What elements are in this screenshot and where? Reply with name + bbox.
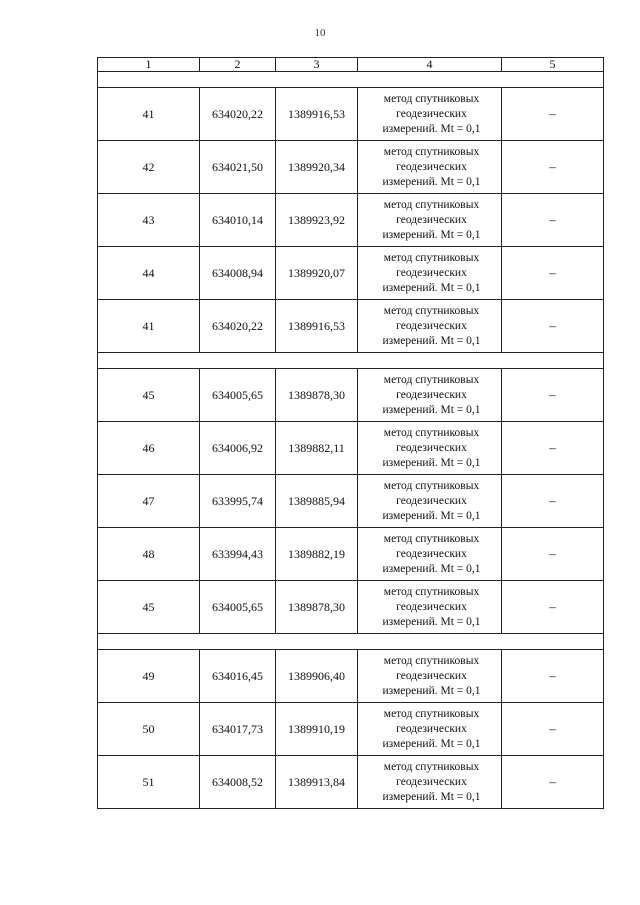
method-text-line: измерений. Mt = 0,1: [382, 334, 481, 347]
method-text-line: измерений. Mt = 0,1: [382, 790, 481, 803]
coord-x-cell: 634017,73: [200, 703, 276, 756]
method-text-line: геодезических: [396, 547, 467, 560]
method-text-line: метод спутниковых: [383, 585, 480, 598]
point-number-cell: 48: [98, 528, 200, 581]
note-cell: –: [502, 247, 604, 300]
point-number-cell: 45: [98, 581, 200, 634]
method-text-line: геодезических: [396, 441, 467, 454]
note-cell: –: [502, 475, 604, 528]
group-separator-row: [98, 634, 604, 650]
table-row: [98, 141, 604, 194]
group-separator-cell: [98, 353, 604, 369]
point-number-cell: 44: [98, 247, 200, 300]
header-col-3: 3: [276, 58, 358, 72]
method-text-line: геодезических: [396, 107, 467, 120]
coord-x-cell: 634021,50: [200, 141, 276, 194]
method-text-line: измерений. Mt = 0,1: [382, 122, 481, 135]
note-cell: –: [502, 88, 604, 141]
coord-y-cell: 1389916,53: [276, 88, 358, 141]
table-row: [98, 300, 604, 353]
method-text-line: измерений. Mt = 0,1: [382, 615, 481, 628]
method-text-line: измерений. Mt = 0,1: [382, 228, 481, 241]
group-separator-cell: [98, 634, 604, 650]
method-text-line: метод спутниковых: [383, 532, 480, 545]
coordinates-table-body: [98, 58, 604, 809]
coord-x-cell: 634008,52: [200, 756, 276, 809]
method-cell: [358, 581, 502, 634]
method-text-line: метод спутниковых: [383, 198, 480, 211]
point-number-cell: 51: [98, 756, 200, 809]
note-cell: –: [502, 300, 604, 353]
header-col-2: 2: [200, 58, 276, 72]
coord-x-cell: 634008,94: [200, 247, 276, 300]
table-row: [98, 650, 604, 703]
method-text-line: измерений. Mt = 0,1: [382, 509, 481, 522]
method-cell: [358, 247, 502, 300]
method-text-line: геодезических: [396, 319, 467, 332]
method-text-line: геодезических: [396, 160, 467, 173]
coord-x-cell: 634006,92: [200, 422, 276, 475]
coord-x-cell: 634016,45: [200, 650, 276, 703]
header-row: [98, 58, 604, 72]
method-text-line: метод спутниковых: [383, 760, 480, 773]
method-text-line: метод спутниковых: [383, 426, 480, 439]
group-separator-row: [98, 72, 604, 88]
method-text-line: геодезических: [396, 775, 467, 788]
method-text-line: измерений. Mt = 0,1: [382, 175, 481, 188]
method-text-line: измерений. Mt = 0,1: [382, 403, 481, 416]
point-number-cell: 41: [98, 300, 200, 353]
method-cell: [358, 300, 502, 353]
group-separator-cell: [98, 72, 604, 88]
method-text-line: геодезических: [396, 213, 467, 226]
coord-x-cell: 634005,65: [200, 581, 276, 634]
method-text-line: измерений. Mt = 0,1: [382, 281, 481, 294]
method-text-line: метод спутниковых: [383, 373, 480, 386]
coord-x-cell: 634005,65: [200, 369, 276, 422]
method-cell: [358, 650, 502, 703]
note-cell: –: [502, 369, 604, 422]
table-row: [98, 756, 604, 809]
method-cell: [358, 194, 502, 247]
method-text-line: измерений. Mt = 0,1: [382, 456, 481, 469]
group-separator-row: [98, 353, 604, 369]
method-text-line: геодезических: [396, 669, 467, 682]
coord-y-cell: 1389885,94: [276, 475, 358, 528]
coord-y-cell: 1389910,19: [276, 703, 358, 756]
header-col-1: 1: [98, 58, 200, 72]
coord-y-cell: 1389920,07: [276, 247, 358, 300]
point-number-cell: 43: [98, 194, 200, 247]
table-row: [98, 703, 604, 756]
method-text-line: измерений. Mt = 0,1: [382, 562, 481, 575]
coord-y-cell: 1389916,53: [276, 300, 358, 353]
coord-x-cell: 634020,22: [200, 300, 276, 353]
note-cell: –: [502, 756, 604, 809]
table-row: [98, 422, 604, 475]
note-cell: –: [502, 650, 604, 703]
method-text-line: метод спутниковых: [383, 251, 480, 264]
point-number-cell: 50: [98, 703, 200, 756]
method-text-line: метод спутниковых: [383, 654, 480, 667]
coord-y-cell: 1389920,34: [276, 141, 358, 194]
page-number: 10: [314, 27, 326, 39]
table-row: [98, 581, 604, 634]
method-cell: [358, 369, 502, 422]
method-text-line: геодезических: [396, 266, 467, 279]
method-text-line: геодезических: [396, 388, 467, 401]
note-cell: –: [502, 581, 604, 634]
coord-x-cell: 634010,14: [200, 194, 276, 247]
coord-y-cell: 1389923,92: [276, 194, 358, 247]
method-cell: [358, 88, 502, 141]
note-cell: –: [502, 141, 604, 194]
coord-y-cell: 1389878,30: [276, 581, 358, 634]
point-number-cell: 47: [98, 475, 200, 528]
table-row: [98, 88, 604, 141]
method-cell: [358, 528, 502, 581]
table-row: [98, 369, 604, 422]
method-text-line: геодезических: [396, 722, 467, 735]
coord-y-cell: 1389878,30: [276, 369, 358, 422]
method-cell: [358, 422, 502, 475]
method-text-line: метод спутниковых: [383, 92, 480, 105]
method-cell: [358, 475, 502, 528]
coord-x-cell: 634020,22: [200, 88, 276, 141]
coord-y-cell: 1389913,84: [276, 756, 358, 809]
coord-y-cell: 1389882,11: [276, 422, 358, 475]
point-number-cell: 42: [98, 141, 200, 194]
point-number-cell: 41: [98, 88, 200, 141]
method-text-line: геодезических: [396, 600, 467, 613]
point-number-cell: 45: [98, 369, 200, 422]
table-row: [98, 247, 604, 300]
coord-y-cell: 1389882,19: [276, 528, 358, 581]
table-row: [98, 194, 604, 247]
table-row: [98, 475, 604, 528]
method-cell: [358, 141, 502, 194]
coord-y-cell: 1389906,40: [276, 650, 358, 703]
note-cell: –: [502, 703, 604, 756]
coordinates-table: [97, 57, 604, 809]
method-text-line: геодезических: [396, 494, 467, 507]
method-cell: [358, 756, 502, 809]
note-cell: –: [502, 528, 604, 581]
method-cell: [358, 703, 502, 756]
method-text-line: метод спутниковых: [383, 707, 480, 720]
method-text-line: измерений. Mt = 0,1: [382, 684, 481, 697]
point-number-cell: 49: [98, 650, 200, 703]
note-cell: –: [502, 422, 604, 475]
table-row: [98, 528, 604, 581]
point-number-cell: 46: [98, 422, 200, 475]
method-text-line: измерений. Mt = 0,1: [382, 737, 481, 750]
coord-x-cell: 633995,74: [200, 475, 276, 528]
note-cell: –: [502, 194, 604, 247]
method-text-line: метод спутниковых: [383, 304, 480, 317]
method-text-line: метод спутниковых: [383, 145, 480, 158]
coord-x-cell: 633994,43: [200, 528, 276, 581]
header-col-4: 4: [358, 58, 502, 72]
header-col-5: 5: [502, 58, 604, 72]
method-text-line: метод спутниковых: [383, 479, 480, 492]
